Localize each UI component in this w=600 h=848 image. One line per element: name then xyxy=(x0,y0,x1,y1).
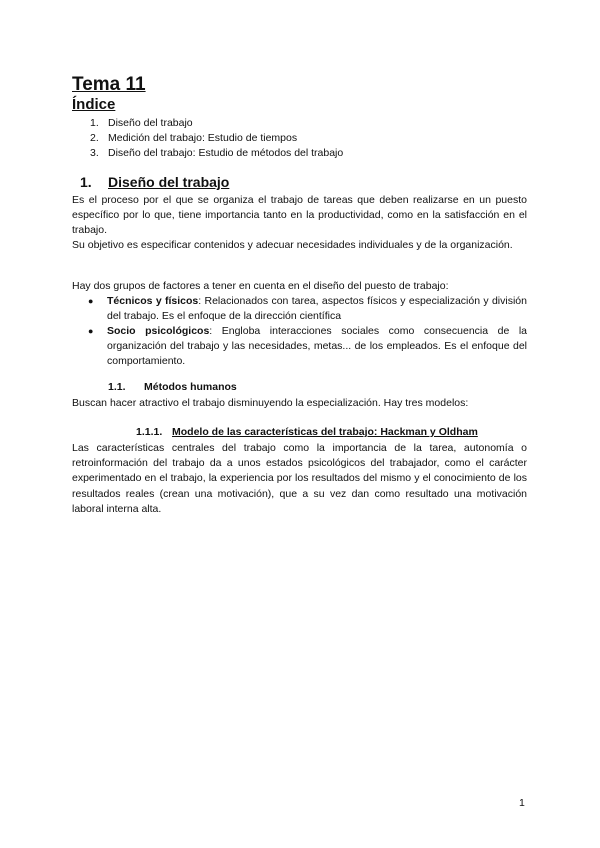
section-1-heading xyxy=(80,174,229,190)
page-number: 1 xyxy=(519,797,525,809)
toc-item xyxy=(90,116,343,131)
factor-item-technical xyxy=(88,294,527,324)
factor-term: Técnicos y físicos xyxy=(107,295,199,307)
factor-text: : Relacionados con tarea, aspectos físicos y especialización y división del trabajo. Es el enfoque de la dirección científica xyxy=(107,295,527,322)
toc-item-number: 3. xyxy=(90,147,99,159)
toc-item xyxy=(90,131,343,146)
table-of-contents xyxy=(90,116,343,161)
bullet-icon: ● xyxy=(88,296,94,306)
toc-item-text: Diseño del trabajo: Estudio de métodos del trabajo xyxy=(108,147,344,159)
section-1-paragraph-factors: Hay dos grupos de factores a tener en cuenta en el diseño del puesto de trabajo: xyxy=(72,280,449,292)
bullet-icon: ● xyxy=(88,326,94,336)
section-1-paragraph-objective: Su objetivo es especificar contenidos y adecuar necesidades individuales y de la organización. xyxy=(72,239,513,251)
factor-text: : Engloba interacciones sociales como consecuencia de la organización del trabajo y las necesidades, metas... de los empleados. Es el enfoque del comportamiento. xyxy=(107,325,527,367)
section-1-1-number: 1.1. xyxy=(108,381,126,393)
toc-item-number: 2. xyxy=(90,132,99,144)
section-1-paragraph-definition: Es el proceso por el que se organiza el trabajo de tareas que deben realizarse en un puesto específico por lo que, tiene importancia tanto en la productividad, como en la satisfacción en el trabajo. xyxy=(72,194,527,237)
toc-item-number: 1. xyxy=(90,117,99,129)
section-1-1-paragraph: Buscan hacer atractivo el trabajo disminuyendo la especialización. Hay tres modelos: xyxy=(72,397,469,409)
section-1-1-1-number: 1.1.1. xyxy=(136,426,163,438)
index-heading: Índice xyxy=(72,96,116,113)
toc-item-text: Medición del trabajo: Estudio de tiempos xyxy=(108,132,298,144)
toc-item xyxy=(90,146,343,161)
section-1-1-heading xyxy=(108,381,237,393)
document-title: Tema 11 xyxy=(72,74,146,95)
factor-term: Socio psicológicos xyxy=(107,325,210,337)
section-1-1-1-paragraph: Las características centrales del trabajo como la importancia de la tarea, autonomía o retroinformación del trabajo da a unos estados psicológicos del trabajador, como el carácter experimentado en el trabajo, la experiencia por los resultados del mismo y el conocimiento de los resultados reales (crean una motivación), que a su vez dan como resultado una motivación laboral interna alta. xyxy=(72,442,527,515)
factor-item-social xyxy=(88,324,527,369)
section-1-1-title: Métodos humanos xyxy=(144,381,237,393)
toc-item-text: Diseño del trabajo xyxy=(108,117,193,129)
section-1-1-1-title: Modelo de las características del trabajo: Hackman y Oldham xyxy=(172,426,478,438)
section-1-number: 1. xyxy=(80,174,92,190)
factors-list xyxy=(88,294,527,369)
section-1-1-1-heading xyxy=(136,426,478,438)
section-1-title: Diseño del trabajo xyxy=(108,174,230,190)
